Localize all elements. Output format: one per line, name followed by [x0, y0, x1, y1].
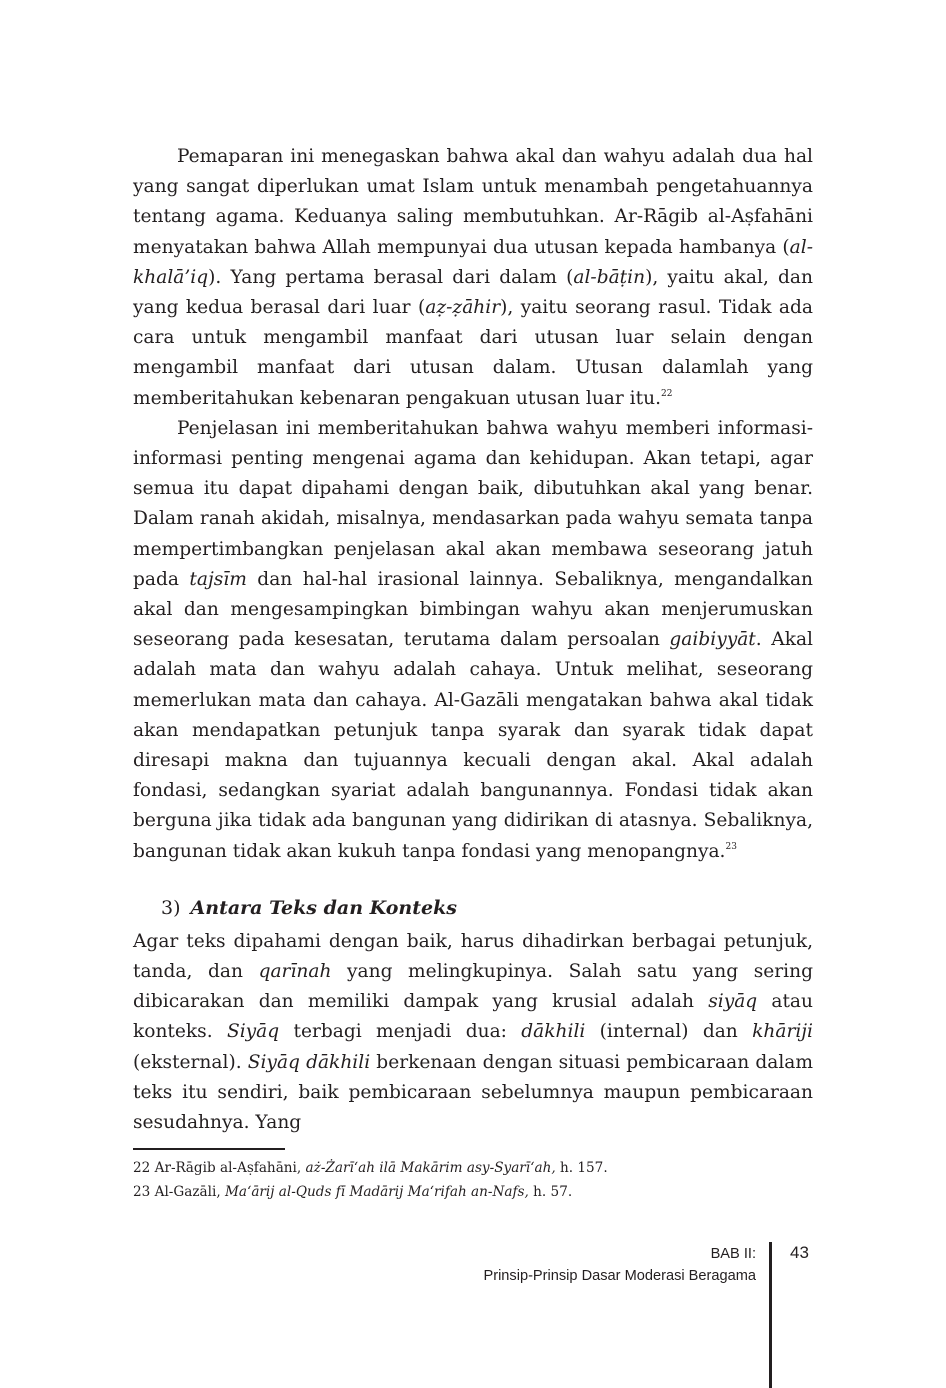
page-number: 43	[790, 1243, 809, 1262]
italic-term: siyāq	[708, 991, 758, 1013]
main-text	[133, 142, 813, 1138]
italic-term: tajsīm	[189, 568, 247, 590]
footnote-author: Ar-Rāgib al-Aṣfahāni,	[154, 1160, 306, 1176]
footnote-title: Ma‘ārij al-Quds fī Madārij Ma‘rifah an-Nafs,	[224, 1184, 529, 1200]
italic-term: Siyāq	[226, 1021, 280, 1043]
italic-term: Siyāq dākhili	[247, 1051, 371, 1073]
italic-term: qarīnah	[258, 961, 332, 983]
text-run: (internal) dan	[585, 1021, 753, 1043]
text-run: dan hal-hal irasional lainnya. Sebaliknya, mengandalkan akal dan mengesampingkan bimbingan wahyu akan menjerumuskan seseorang pada kesesatan, terutama dalam persoalan	[133, 568, 814, 651]
paragraph-2	[133, 414, 813, 867]
footnote-page: h. 157.	[555, 1160, 608, 1176]
italic-term: gaibiyyāt	[669, 629, 756, 651]
text-run: Agar teks dipahami dengan baik, harus dihadirkan berbagai petunjuk, tanda, dan	[133, 930, 813, 983]
text-run: ), yaitu akal, dan yang kedua berasal dari luar (	[133, 266, 813, 319]
italic-term: dākhili	[521, 1021, 586, 1043]
text-run: terbagi menjadi dua:	[279, 1021, 522, 1043]
footnotes	[133, 1156, 813, 1204]
footnote-page: h. 57.	[528, 1184, 573, 1200]
text-run: (eksternal).	[133, 1051, 248, 1073]
footnote-ref-23[interactable]: 23	[725, 841, 737, 852]
footnote-title: aż-Żarī‘ah ilā Makārim asy-Syarī‘ah,	[305, 1160, 556, 1176]
italic-term: al-bāṭin	[573, 266, 646, 288]
section-heading	[161, 893, 813, 923]
section-number: 3)	[161, 896, 181, 919]
footnote-23	[133, 1180, 813, 1204]
text-run: ). Yang pertama berasal dari dalam (	[208, 266, 574, 288]
footnote-ref-22[interactable]: 22	[660, 388, 673, 399]
footnote-number: 22	[133, 1160, 151, 1176]
text-run: ), yaitu seorang rasul. Tidak ada cara untuk mengambil manfaat dari utusan luar selain dengan mengambil manfaat dari utusan dalam. Utusan dalamlah yang memberitahukan kebenaran pengakuan utusan luar itu.	[133, 297, 813, 409]
paragraph-3	[133, 927, 813, 1138]
text-run: Penjelasan ini memberitahukan bahwa wahyu memberi informasi-informasi penting mengenai agama dan kehidupan. Akan tetapi, agar semua itu dapat dipahami dengan baik, dibutuhkan akal yang benar. Dalam ranah akidah, misalnya, mendasarkan pada wahyu semata tanpa mempertimbangkan penjelasan akal akan membawa seseorang jatuh pada	[133, 417, 813, 590]
running-footer	[483, 1243, 756, 1287]
italic-term: al-khalā’iq	[133, 236, 813, 288]
text-run: yang melingkupinya. Salah satu yang sering dibicarakan dan memiliki dampak yang krusial adalah	[133, 961, 813, 1013]
footnote-divider	[133, 1148, 285, 1150]
text-run: atau konteks.	[133, 991, 813, 1043]
chapter-title: Prinsip-Prinsip Dasar Moderasi Beragama	[483, 1268, 756, 1284]
text-run: Pemaparan ini menegaskan bahwa akal dan wahyu adalah dua hal yang sangat diperlukan umat Islam untuk menambah pengetahuannya tentang agama. Keduanya saling membutuhkan. Ar-Rāgib al-Aṣfahāni menyatakan bahwa Allah mempunyai dua utusan kepada hambanya (	[133, 146, 813, 258]
text-run: berkenaan dengan situasi pembicaraan dalam teks itu sendiri, baik pembicaraan sebelumnya maupun pembicaraan sesudahnya. Yang	[133, 1051, 813, 1134]
chapter-label: BAB II:	[710, 1246, 756, 1262]
section-title: Antara Teks dan Konteks	[190, 896, 457, 919]
footnote-author: Al-Gazāli,	[154, 1184, 225, 1200]
footnote-number: 23	[133, 1184, 151, 1200]
footnote-22	[133, 1156, 813, 1180]
italic-term: khāriji	[752, 1021, 813, 1043]
text-run: . Akal adalah mata dan wahyu adalah cahaya. Untuk melihat, seseorang memerlukan mata dan cahaya. Al-Gazāli mengatakan bahwa akal tidak akan mendapatkan petunjuk tanpa syarak dan syarak tidak dapat diresapi makna dan tujuannya kecuali dengan akal. Akal adalah fondasi, sedangkan syariat adalah bangunannya. Fondasi tidak akan berguna jika tidak ada bangunan yang didirikan di atasnya. Sebaliknya, bangunan tidak akan kukuh tanpa fondasi yang menopangnya.	[133, 629, 813, 862]
italic-term: aẓ-ẓāhir	[425, 297, 501, 319]
paragraph-1	[133, 142, 813, 414]
footer-divider	[769, 1242, 772, 1388]
